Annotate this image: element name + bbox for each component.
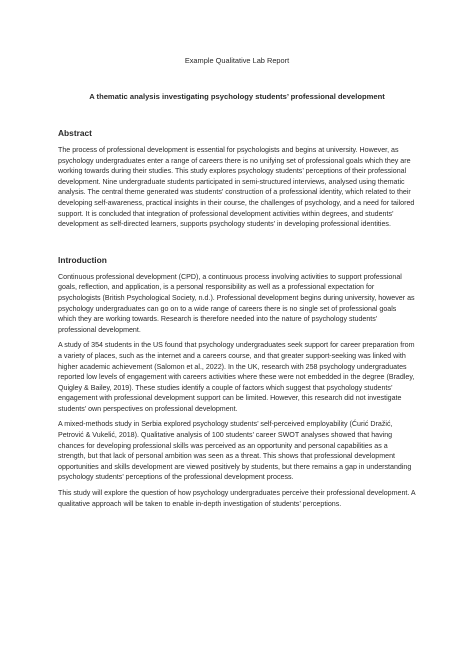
- document-label: Example Qualitative Lab Report: [184, 56, 290, 65]
- abstract-paragraph: The process of professional development is essential for psychologists and begins at university. However, as psychology undergraduates enter a range of careers there is no unifying set of professional goals which they are working towards during their studies. This study explores psychology students’ perceptions of their professional development. Nine undergraduate students participated in semi-structured interviews, analysed using thematic analysis. The central theme generated was students’ construction of a professional identity, which related to their developing self-awareness, practical insights in their course, the challenges of psychology, and a need for tailored support. It is concluded that integration of professional development activities within degrees, and students’ development as self-directed learners, supports psychology students’ in developing professional identities.: [58, 146, 415, 229]
- abstract-heading: Abstract: [58, 128, 92, 138]
- introduction-paragraph: This study will explore the question of how psychology undergraduates perceive their professional development. A qualitative approach will be taken to enable in-depth investigation of students’ perceptions.: [58, 489, 416, 508]
- introduction-section: [58, 255, 416, 509]
- introduction-paragraph: Continuous professional development (CPD), a continuous process involving activities to support professional goals, reflection, and application, is a personal responsibility as well as a professional expectation for psychologists (British Psychological Society, n.d.). Professional development begins during university, however as psychology undergraduates can go on to a wide range of careers there is no single set of professional goals which they are working towards. Research is therefore needed into the nature of psychology students’ professional development.: [58, 272, 415, 334]
- abstract-section: [58, 128, 416, 230]
- report-title: A thematic analysis investigating psychology students’ professional development: [89, 92, 385, 101]
- introduction-paragraph: A study of 354 students in the US found that psychology undergraduates seek support for career preparation from a variety of places, such as the internet and a careers course, and that greater support-seeking was linked with higher academic achievement (Salomon et al., 2022). In the UK, research with 258 psychology undergraduates reported low levels of engagement with careers activities where these were not embedded in the degree (Bradley, Quigley & Bailey, 2019). These studies identify a couple of factors which suggest that psychology students’ engagement with professional development support can be limited. However, this research did not investigate students’ own perspectives on professional development.: [58, 341, 415, 413]
- introduction-heading: Introduction: [58, 254, 107, 265]
- introduction-paragraph: A mixed-methods study in Serbia explored psychology students’ self-perceived employability (Ćurić Dražić, Petrović & Vukelić, 2018). Qualitative analysis of 100 students’ career SWOT analyses showed that having chances for developing professional skills was perceived as an opportunity and personal capabilities as a strength, but that lack of personal ambition was seen as a threat. This shows that professional development opportunities and skills development are viewed positively by students, but there remains a gap in understanding psychology students’ perceptions of the professional development process.: [58, 420, 412, 482]
